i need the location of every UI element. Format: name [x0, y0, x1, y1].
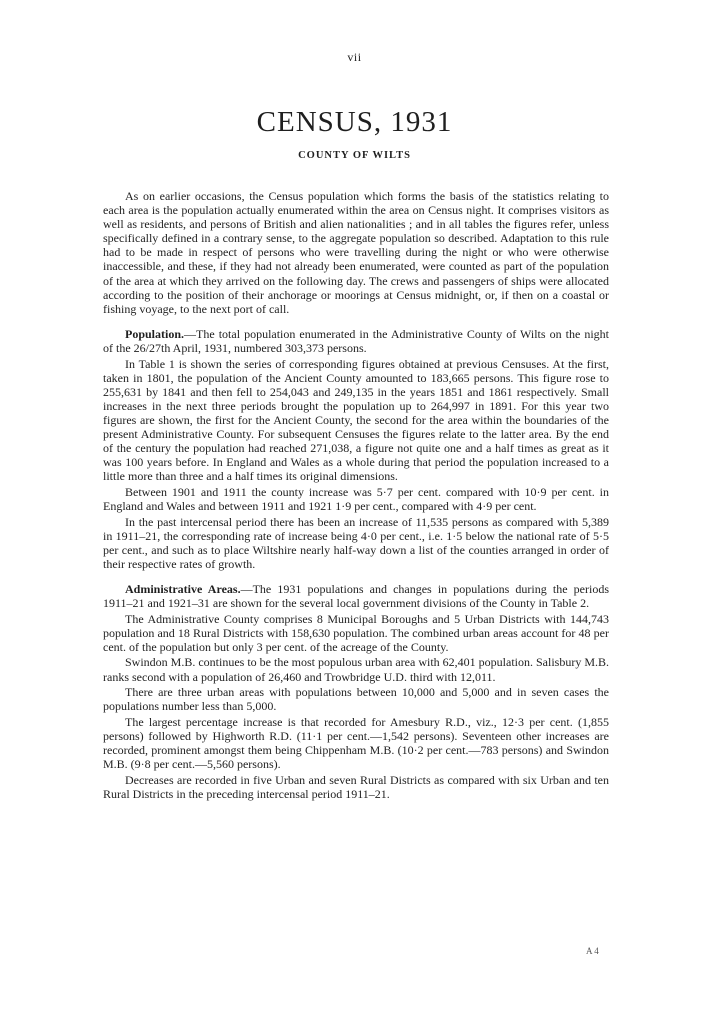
paragraph-comprises: The Administrative County comprises 8 Municipal Boroughs and 5 Urban Districts with 144,743 population and 18 Rural Districts with 158,630 population. The combined urban areas account for 48 per cent. of the population but only 3 per cent. of the acreage of the County. [103, 611, 609, 654]
paragraph-urban: There are three urban areas with populations between 10,000 and 5,000 and in seven cases the populations number less than 5,000. [103, 685, 609, 714]
paragraph-between: Between 1901 and 1911 the county increase was 5·7 per cent. compared with 10·9 per cent. in England and Wales and between 1911 and 1921 1·9 per cent., compared with 4·9 per cent. [103, 484, 609, 513]
paragraph-swindon: Swindon M.B. continues to be the most populous urban area with 62,401 population. Salisbury M.B. ranks second with a population of 26,460 and Trowbridge U.D. third with 12,011. [103, 655, 609, 684]
page-number: vii [347, 50, 362, 64]
paragraph-population [103, 327, 609, 355]
signature-mark: A 4 [586, 946, 599, 956]
paragraph-largest: The largest percentage increase is that recorded for Amesbury R.D., viz., 12·3 per cent. (1,855 persons) followed by Highworth R.D. (11·1 per cent.—1,542 persons). Seventeen other increases are recorded, prominent amongst them being Chippenham M.B. (10·2 per cent.—783 persons) and Swindon M.B. (9·8 per cent.—5,560 persons). [103, 714, 609, 772]
admin-heading: Administrative Areas. [125, 581, 241, 596]
document-body [103, 178, 609, 802]
population-text: —The total population enumerated in the Administrative County of Wilts on the night of the 26/27th April, 1931, numbered 303,373 persons. [103, 326, 609, 355]
paragraph-intro: As on earlier occasions, the Census population which forms the basis of the statistics relating to each area is the population actually enumerated within the area on Census night. It comprises visitors as well as residents, and persons of British and alien nationalities ; and in all tables the figures refer, unless specifically defined in a contrary sense, to the aggregate population so described. Adaptation to this rule had to be made in respect of persons who were travelling during the night or who were otherwise inaccessible, and these, if they had not already been enumerated, were counted as part of the population of the area at which they arrived on the following day. The crews and passengers of ships were allocated according to the position of their anchorage or moorings at Census midnight, or, if then on a coastal or fishing voyage, to the next port of call. [103, 189, 609, 316]
paragraph-admin [103, 582, 609, 610]
paragraph-intercensal: In the past intercensal period there has been an increase of 11,535 persons as compared with 5,389 in 1911–21, the corresponding rate of increase being 4·0 per cent., i.e. 1·5 below the national rate of 5·5 per cent., and such as to place Wiltshire nearly half-way down a list of the counties arranged in order of their respective rates of growth. [103, 514, 609, 571]
page-title: CENSUS, 1931 [256, 106, 453, 138]
paragraph-table1: In Table 1 is shown the series of corresponding figures obtained at previous Censuses. At the first, taken in 1801, the population of the Ancient County amounted to 183,665 persons. This figure rose to 255,631 by 1841 and then fell to 254,043 and 249,135 in the years 1851 and 1861 respectively. Small increases in the next three periods brought the population up to 264,997 in 1891. For this year two figures are shown, the first for the Ancient County, the second for the area within the boundaries of the present Administrative County. For subsequent Censuses the figures relate to the latter area. By the end of the century the population had reached 271,038, a figure not quite one and a half times as great as it was 100 years before. In England and Wales as a whole during that period the population increased to a little more than three and a half times its original dimensions. [103, 356, 609, 484]
paragraph-decreases: Decreases are recorded in five Urban and seven Rural Districts as compared with six Urban and ten Rural Districts in the preceding intercensal period 1911–21. [103, 772, 609, 801]
page-subtitle: COUNTY OF WILTS [298, 150, 411, 161]
population-heading: Population. [125, 326, 185, 341]
admin-text: —The 1931 populations and changes in populations during the periods 1911–21 and 1921–31 are shown for the several local government divisions of the County in Table 2. [103, 581, 610, 611]
